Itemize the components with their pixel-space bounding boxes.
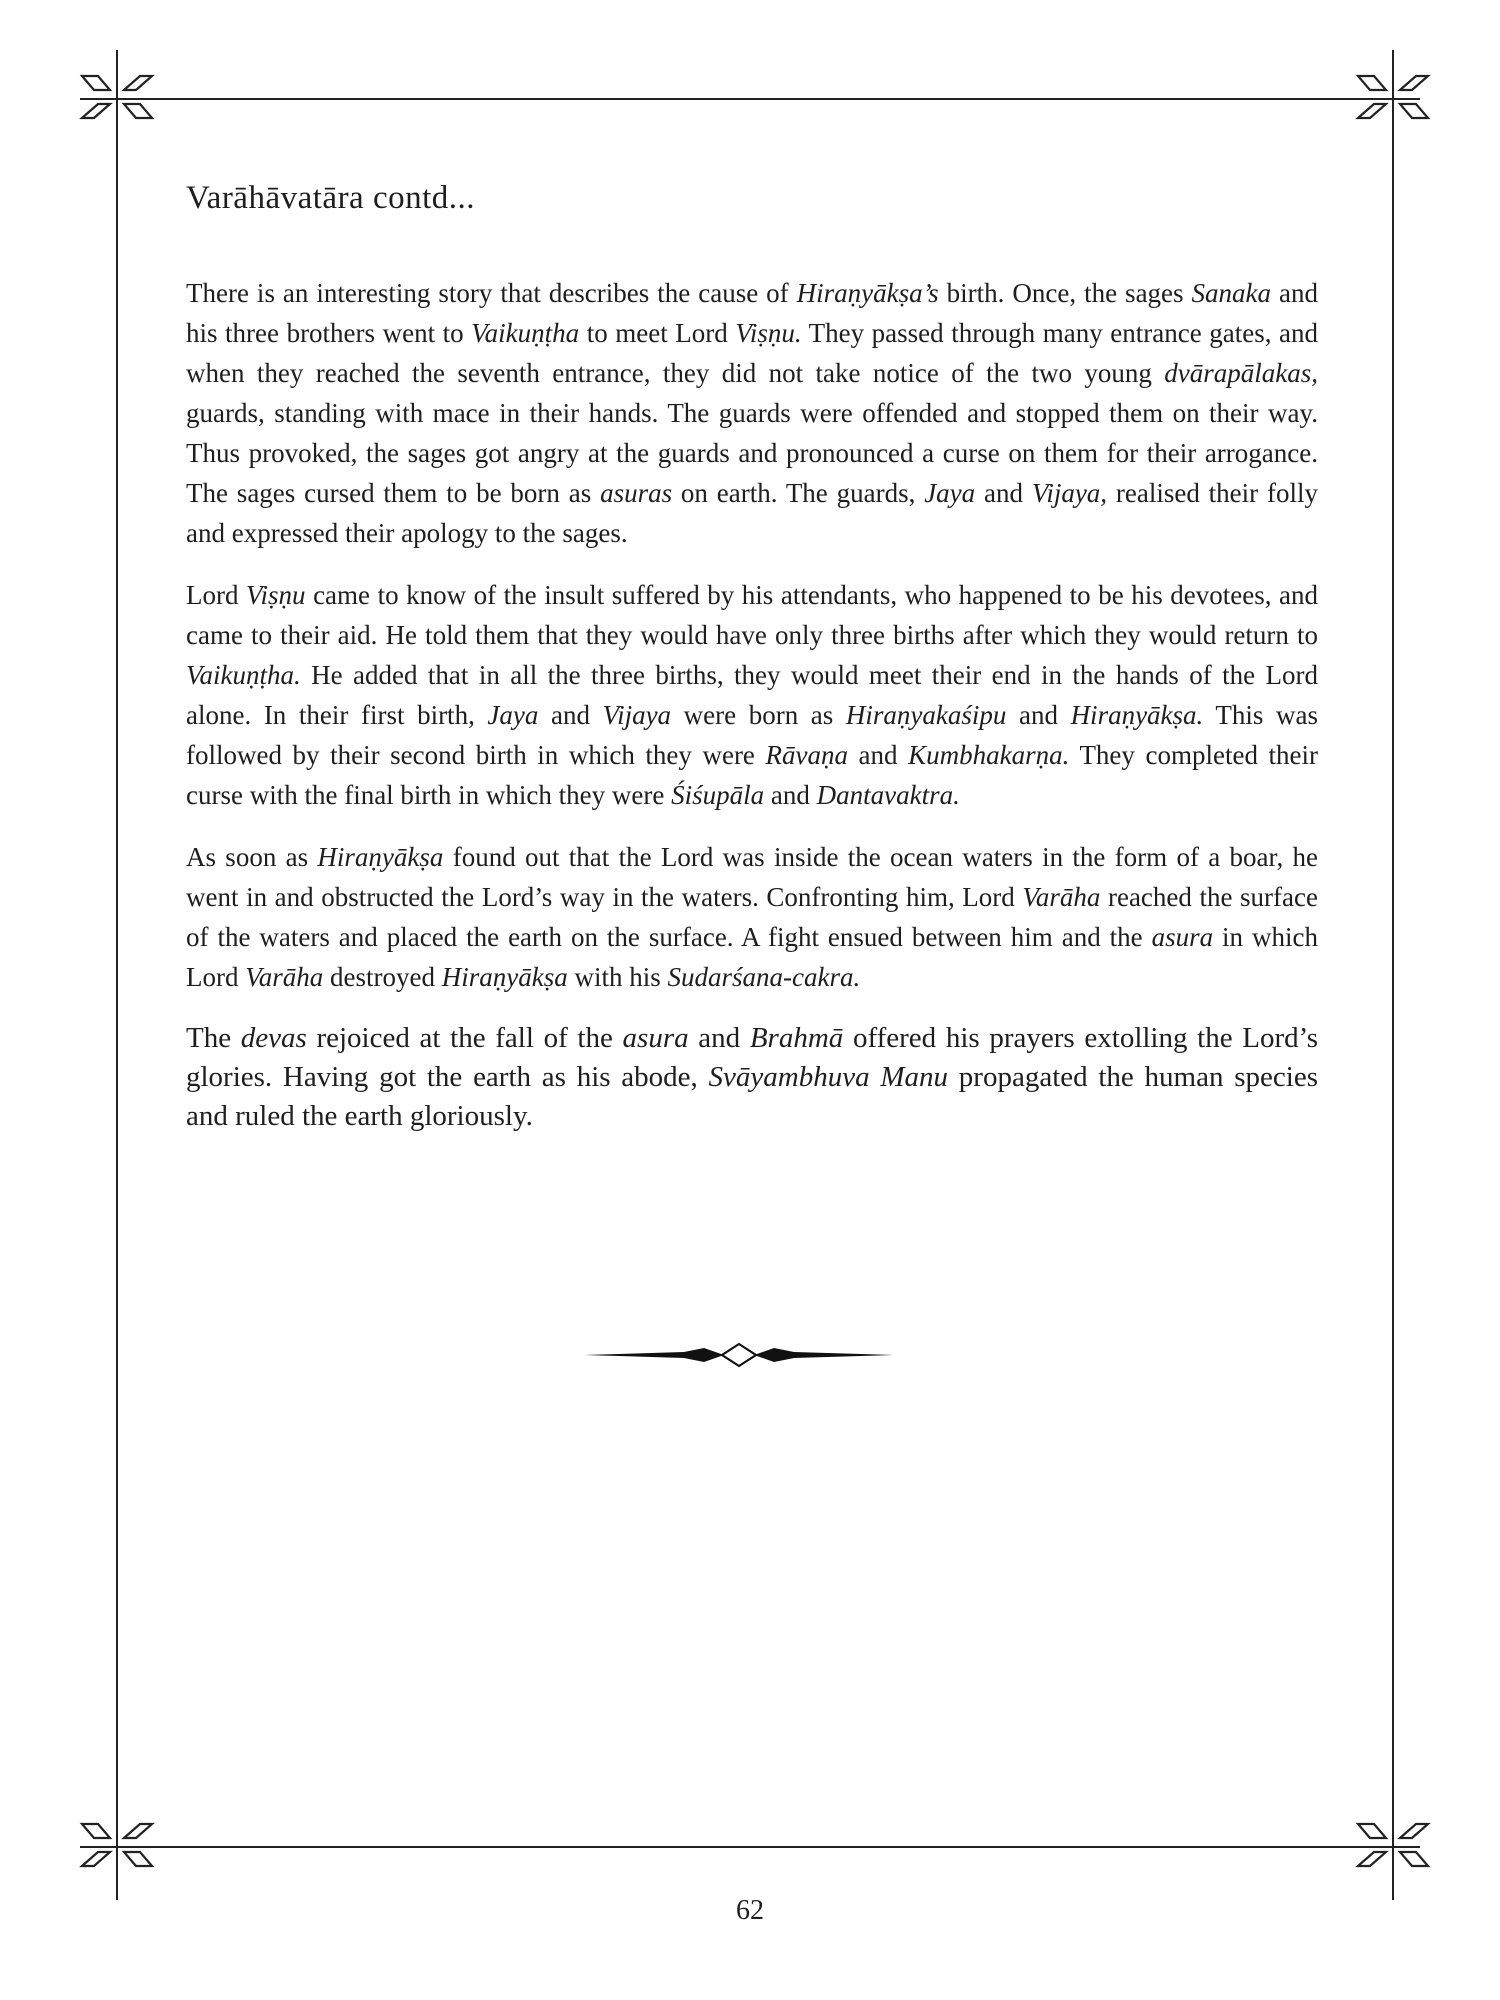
italic-term: Rāvaṇa [765,740,848,770]
text-run: found out that the Lord was inside the ocean waters in the form of a boar, he went in and obstructed the Lord’s way in the waters. Confronting him, Lord [186,842,1318,912]
text-run: and [538,700,603,730]
text-run: propagated the human species and ruled the earth gloriously. [186,1061,1318,1132]
text-run: He added that in all the three births, they would meet their end in the hands of the Lord alone. In their first birth, [186,660,1318,730]
italic-term: asura [1151,922,1214,952]
italic-term: dvārapālakas, [1164,358,1318,388]
frame-right-line [1392,50,1394,1900]
frame-top-line [80,98,1420,100]
italic-term: Hiraṇyākṣa’s [796,278,939,308]
main-content [186,180,1318,1158]
italic-term: Brahmā [749,1022,844,1054]
diamond-divider-ornament-icon [584,1340,894,1370]
italic-term: asuras [600,478,673,508]
frame-left-line [116,50,118,1900]
page-title: Varāhāvatāra contd... [186,180,476,216]
text-run: birth. Once, the sages [938,278,1192,308]
italic-term: Hiraṇyākṣa. [1070,700,1204,730]
italic-term: devas [240,1022,307,1054]
italic-term: Sudarśana-cakra. [667,962,861,992]
text-run: Lord [186,580,247,610]
italic-term: Hiraṇyākṣa [317,842,444,872]
italic-term: Hiraṇyakaśipu [845,700,1007,730]
italic-term: Sanaka [1191,278,1272,308]
italic-term: Hiraṇyākṣa [441,962,568,992]
text-run: on earth. The guards, [672,478,925,508]
italic-term: Kumbhakarṇa. [908,740,1070,770]
italic-term: Vijaya [602,700,672,730]
text-run: destroyed [323,962,442,992]
frame-bottom-line [80,1846,1420,1848]
text-run: reached the surface of the waters and placed the earth on the surface. A fight ensued between him and the [186,882,1318,952]
paragraph-3 [186,837,1318,997]
text-run: were born as [671,700,846,730]
italic-term: Viṣṇu. [735,318,802,348]
paragraph-4 [186,1019,1318,1136]
italic-term: Vijaya, [1031,478,1108,508]
corner-ornament-bottom-right-icon [1352,1806,1432,1886]
paragraph-1 [186,273,1318,553]
italic-term: Svāyambhuva Manu [708,1061,949,1093]
text-run: The [186,1022,241,1054]
italic-term: Śiśupāla [671,780,765,810]
text-run: and [847,740,909,770]
text-run: guards, standing with mace in their hands. The guards were offended and stopped them on their way. Thus provoked, the sages got angry at the guards and pronounced a curse on them for their arrogance. The sages cursed them to be born as [186,398,1318,508]
italic-term: Viṣṇu [246,580,306,610]
text-run: and [1006,700,1071,730]
italic-term: Varāha [245,962,324,992]
text-run: They completed their curse with the final birth in which they were [186,740,1318,810]
text-run: and his three brothers went to [186,278,1318,348]
italic-term: Vaikuṇṭha [471,318,580,348]
text-run: This was followed by their second birth in which they were [186,700,1318,770]
corner-ornament-top-right-icon [1352,58,1432,138]
text-run: came to know of the insult suffered by his attendants, who happened to be his devotees, and came to their aid. He told them that they would have only three births after which they would return to [186,580,1319,650]
text-run: and [688,1022,750,1054]
text-run: and [975,478,1032,508]
text-run: As soon as [186,842,318,872]
page-number: 62 [736,1895,764,1926]
italic-term: Jaya [487,700,539,730]
italic-term: Vaikuṇṭha. [186,660,301,690]
text-run: They passed through many entrance gates, and when they reached the seventh entrance, they did not take notice of the two young [186,318,1318,388]
text-run: to meet Lord [579,318,736,348]
italic-term: Dantavaktra. [816,780,960,810]
text-run: in which Lord [186,922,1318,992]
text-run: offered his prayers extolling the Lord’s glories. Having got the earth as his abode, [186,1022,1318,1093]
corner-ornament-top-left-icon [76,58,156,138]
text-run: realised their folly and expressed their apology to the sages. [186,478,1318,548]
text-run: rejoiced at the fall of the [306,1022,623,1054]
paragraph-2 [186,575,1318,815]
italic-term: Varāha [1022,882,1101,912]
italic-term: asura [622,1022,689,1054]
corner-ornament-bottom-left-icon [76,1806,156,1886]
italic-term: Jaya [924,478,976,508]
text-run: with his [567,962,668,992]
text-run: There is an interesting story that describes the cause of [186,278,797,308]
text-run: and [764,780,817,810]
